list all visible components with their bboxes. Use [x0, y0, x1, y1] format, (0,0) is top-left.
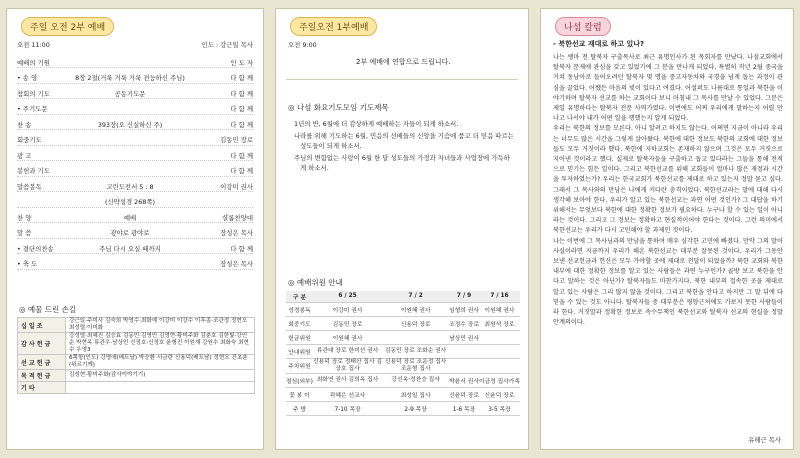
worship2-panel	[6, 8, 264, 450]
service-cell: 박윤서 권사	[449, 373, 479, 387]
offering-type: 십 일 조	[18, 318, 66, 333]
worship1-panel	[275, 8, 529, 450]
worship1-desc: 2부 예배에 연합으로 드립니다.	[356, 58, 451, 66]
service-table	[286, 291, 520, 416]
thanks-title: ◎ 예물 드린 손길	[19, 305, 77, 314]
service-cell: 신용덕 장로	[382, 316, 449, 330]
offering-row	[18, 382, 255, 394]
service-cell	[449, 344, 479, 358]
service-cell	[382, 330, 449, 344]
order-label: 말 씀	[17, 229, 32, 237]
order-content: 393장(오 신실하신 주)	[97, 120, 163, 129]
service-cell: 최화연 권사 김희옥 집사	[313, 373, 382, 387]
order-leader: 다 함 께	[230, 74, 253, 82]
service-cell: 이금정 집사가족	[479, 373, 520, 387]
column-article	[553, 53, 783, 433]
service-row	[286, 316, 520, 330]
service-row	[286, 358, 520, 373]
service-row	[286, 373, 520, 387]
service-row	[286, 330, 520, 344]
service-header: 6 / 25	[313, 291, 382, 302]
order-content: 공동기도문	[114, 89, 146, 98]
worship2-badge: 주일 오전 2부 예배	[21, 17, 114, 36]
service-cell: 꽃 봉 이	[286, 387, 313, 401]
service-cell: 이원혜 권사	[313, 330, 382, 344]
order-content: 8장 2절(거룩 거룩 거룩 전능하신 주님)	[75, 74, 185, 82]
worship2-time: 오전 11:00	[17, 41, 50, 49]
offering-row	[18, 355, 255, 370]
order-leader: 다 함 께	[230, 167, 253, 175]
order-row	[17, 88, 253, 99]
order-row	[17, 197, 253, 208]
service-cell: 성경봉독	[286, 302, 313, 316]
column-badge: 나섬 칼럼	[555, 17, 611, 36]
offering-names	[66, 382, 255, 394]
service-cell: 헌금위원	[286, 330, 313, 344]
order-row	[17, 166, 253, 177]
service-cell	[449, 358, 479, 373]
order-leader: 다 함 께	[230, 89, 253, 98]
offering-row	[18, 318, 255, 333]
service-cell: 점심(외부)	[286, 373, 313, 387]
order-label: 회중기도	[17, 136, 42, 144]
service-cell: 남상민 권사	[449, 330, 479, 344]
order-content: 예배	[123, 213, 137, 222]
order-leader: 다 함 께	[230, 244, 253, 253]
service-row	[286, 387, 520, 401]
order-leader: 김동민 장로	[220, 136, 253, 144]
service-cell: 7-10 목장	[313, 401, 382, 415]
order-row	[17, 228, 253, 239]
order-leader: 장성은 목사	[220, 260, 253, 268]
order-content: (신약성경 268쪽)	[104, 198, 156, 206]
service-cell: 최성일 집사	[382, 387, 449, 401]
service-cell: 임형희 권사	[449, 302, 479, 316]
order-content: 주님 다시 오실 때까지	[99, 244, 161, 253]
service-header: 7 / 9	[449, 291, 479, 302]
service-cell: 이원혜 권사	[479, 302, 520, 316]
service-row	[286, 344, 520, 358]
order-label: 참회의 기도	[17, 89, 50, 98]
order-content: 고린도전서 5 : 8	[106, 182, 154, 191]
offering-type: 감 사 헌 금	[18, 333, 66, 355]
service-cell: 조정수 장로	[449, 316, 479, 330]
service-cell	[479, 344, 520, 358]
offering-type: 목 적 헌 금	[18, 370, 66, 382]
order-label: • 결단의찬송	[17, 244, 54, 253]
order-row	[17, 119, 253, 130]
service-cell: 최원석 장로	[479, 316, 520, 330]
offering-table	[17, 317, 255, 394]
service-row	[286, 401, 520, 415]
column-heading: - 북한선교 재대로 하고 있나?	[553, 40, 645, 48]
service-cell: 회중기도	[286, 316, 313, 330]
service-cell: 안내위원	[286, 344, 313, 358]
prayer-title: ◎ 나섬 화요기도모임 기도제목	[288, 103, 389, 112]
order-leader: 다 함 께	[230, 105, 253, 113]
order-label: • 송 영	[17, 74, 38, 82]
service-cell: 이강미 권사	[313, 302, 382, 316]
offering-names: 김성현·황미주화(감사이야기기)	[66, 370, 255, 382]
order-leader: 다 함 께	[230, 151, 253, 160]
order-leader: 다 함 께	[230, 120, 253, 129]
order-label: 찬 송	[17, 120, 32, 129]
prayer-item: 주님의 변함없는 사랑이 6월 한 달 성도들의 가정과 자녀들과 사업장에 가득하게 하소서.	[294, 154, 510, 172]
service-row	[286, 302, 520, 316]
service-header: 7 / 2	[382, 291, 449, 302]
offering-row	[18, 370, 255, 382]
order-row	[17, 243, 253, 254]
offering-names: 강성렬·최혜진 김승효 김동민·김영민 김영현·황미주화 김춘호 김한빛·강인순 박현옥 류관우·남상민 신정호·신정호 윤형진 이원재 강원수 최화숙 최현수 우영3	[66, 333, 255, 355]
worship2-leader: 인도 : 강근일 목사	[201, 41, 253, 49]
prayer-item: 나라를 위해 기도하는 6월, 민음의 선배들의 신앙을 기슴에 품고 더 믿음 따르는 성도들이 되게 하소서.	[294, 132, 514, 150]
offering-names: 강근일·주미사 김숙희 박영수·최화예 이강미 이강수 이후종·조관정 정현오 최성렬·이미화	[66, 318, 255, 333]
service-cell: 김동민 장로 조화순 권사	[382, 344, 449, 358]
worship1-badge: 주일오전 1부예배	[290, 17, 377, 36]
column-paragraph: 나는 쌩마 전 탈북자 구출목사로 최근 유명인사가 된 목회자를 만났다. 나섬교회에서 탈북자 문제에 관심을 갖고 있었기에 그 분을 만나게 되었다. 특별히 작년 2월 중국을 거쳐 동남아로 들어오려던 탈북자 몇 명을 중고자동차와 국경을 넘게 돕는 과정이 관심을 끌었다. 어쨌든 마음의 빚이 있다고 여겼다. 어설퍼도 나름대로 통일과 북한을 이야기하며 탈북자 선교를 하는 교회이다 보니 마침내 그 목사를 만날 수 있었다. 그분은 제일 유명하다는 탈북자 전문 사역가였다. 이번에도 어찌 우리에게 말하는지 어릴 만나고 나서야 내가 어떤 일을 행했는지 알게 되었다.	[553, 54, 783, 123]
service-cell	[479, 330, 520, 344]
order-label: 예배의 기원	[17, 58, 50, 67]
column-panel	[540, 8, 794, 450]
service-cell: 신윤덕 장로	[479, 387, 520, 401]
offering-type: 선 교 헌 금	[18, 355, 66, 370]
order-leader: 이강미 권사	[220, 182, 253, 191]
service-title: ◎ 예배위원 안내	[288, 278, 343, 287]
order-label: 찬 양	[17, 213, 32, 222]
offering-type: 기 타	[18, 382, 66, 394]
order-leader: 샬롬찬양대	[222, 213, 253, 222]
prayer-list	[294, 119, 514, 175]
service-header: 구 분	[286, 291, 313, 302]
order-row	[17, 104, 253, 115]
order-row	[17, 57, 253, 68]
service-cell: 주 방	[286, 401, 313, 415]
service-cell	[479, 358, 520, 373]
service-cell: 곽혜은 선교사	[313, 387, 382, 401]
service-cell: 강선옥·정찬승 집사	[382, 373, 449, 387]
service-cell: 주차위원	[286, 358, 313, 373]
service-cell: 신윤덕 장로	[449, 387, 479, 401]
worship1-time: 오전 9:00	[288, 41, 317, 49]
order-leader: 인 도 자	[230, 58, 253, 67]
service-header: 7 / 16	[479, 291, 520, 302]
column-author: 유해근 목사	[748, 436, 781, 444]
order-label: • 축 도	[17, 260, 38, 268]
order-label: • 주기도문	[17, 105, 48, 113]
order-content: 광야로 광야로	[110, 229, 150, 237]
column-paragraph: 나는 이번에 그 목사님과의 만남을 통하여 매우 심각한 고민에 빠졌다. 만약 그의 말이 사실이라면 지금까지 우리가 해온 북한선교는 대부분 잘못된 것이다. 우리가 그동안 보낸 선교헌금과 헌신은 모두 가야할 곳에 제대로 전달이 되었을까? 북한 교회와 북한 내부에 대한 정확한 정보를 알고 있는 사람들은 과연 누구인가? 골방 보고 북한을 안다고 말하는 것은 아닌가? 탈북자들도 마찬가지다. 북한 내부의 접속한 곳을 제대로 알고 있는 사람은 그리 많지 않을 것이다. 그리고 북한을 안다고 하지만 그 말 뒤에 다 믿을 수 있는 것도 아니다. 탈북자들 중 대부분은 평양근처에도 가보지 못한 사람들이라 한다. 거짓말과 정확한 정보로 속수무책인 북한선교와 탈북자 선교의 현실을 정말 안계의이다.	[553, 237, 783, 327]
offering-row	[18, 333, 255, 355]
order-row	[17, 259, 253, 270]
order-row	[17, 181, 253, 192]
service-cell: 2-9 목장	[382, 401, 449, 415]
service-cell: 류관대 장로 한미선 권사	[313, 344, 382, 358]
order-row	[17, 135, 253, 146]
order-label: 봉헌과 기도	[17, 167, 50, 175]
service-cell: 신용덕 장로 조운정 집사 조운형 집사	[382, 358, 449, 373]
service-cell: 3-5 목장	[479, 401, 520, 415]
order-leader: 장성은 목사	[220, 229, 253, 237]
order-label: 광 고	[17, 151, 32, 160]
service-cell: 1-6 목장	[449, 401, 479, 415]
order-row	[17, 150, 253, 161]
column-paragraph: 우리는 북한의 정보를 모른다. 아니 알려고 하지도 않는다. 어쩌면 지금이 아니라 우리는 너무도 많은 시간을 그렇게 살아왔다. 북한에 대한 정보도 북한의 교회에 대한 정보들도 모두 거짓이라 했다. 북한에 지하교회는 존재하지 않으며 그것은 모두 거짓으로 지어낸 것이라고 했다. 실제로 탈북자들을 구출하고 돕고 있다라는 그들을 통해 전적으로 믿기는 힘든 일이다. 그리고 북한선교를 위해 교회들이 얼마나 많은 재정과 시간을 투자하였는가? 우리는 한국교회가 북한선교를 제대로 하고 있는지 정말 묻고 싶다. 그래서 그 목사와의 만남은 나에게 커다란 충격이었다. 북한선교라는 말에 대해 다시 생각해 보아야 한다. 우리가 알고 있는 북한선교는 과연 어떤 것인가? 그 대답을 하기 위해서는 무엇보다 북한에 대한 정확한 정보가 필요하다. 누구나 할 수 있는 일이 아니라는 것이다. 그리고 그 정보는 정확하고 현실적이어야 한다는 것이다. 그런 의미에서 북한선교는 우리가 다시 고민해야 할 과제인 것이다.	[553, 125, 783, 235]
service-cell: 이원혜 권사	[382, 302, 449, 316]
service-cell: 신용덕 장로 정태산 집사 김상호 집사	[313, 358, 383, 372]
order-row	[17, 73, 253, 84]
offering-names: 6쪽항(인도) 강명애(베트남) 박승환 서금란 신용덕(베트남) 정현오 진초춘(위르기께)	[66, 355, 255, 370]
prayer-item: 1년의 반, 6월에 더 감상하게 예배하는 자들이 되게 하소서.	[294, 120, 459, 128]
order-row	[17, 212, 253, 223]
order-label: 말씀봉독	[17, 182, 42, 191]
service-cell: 김동민 장로	[313, 316, 382, 330]
